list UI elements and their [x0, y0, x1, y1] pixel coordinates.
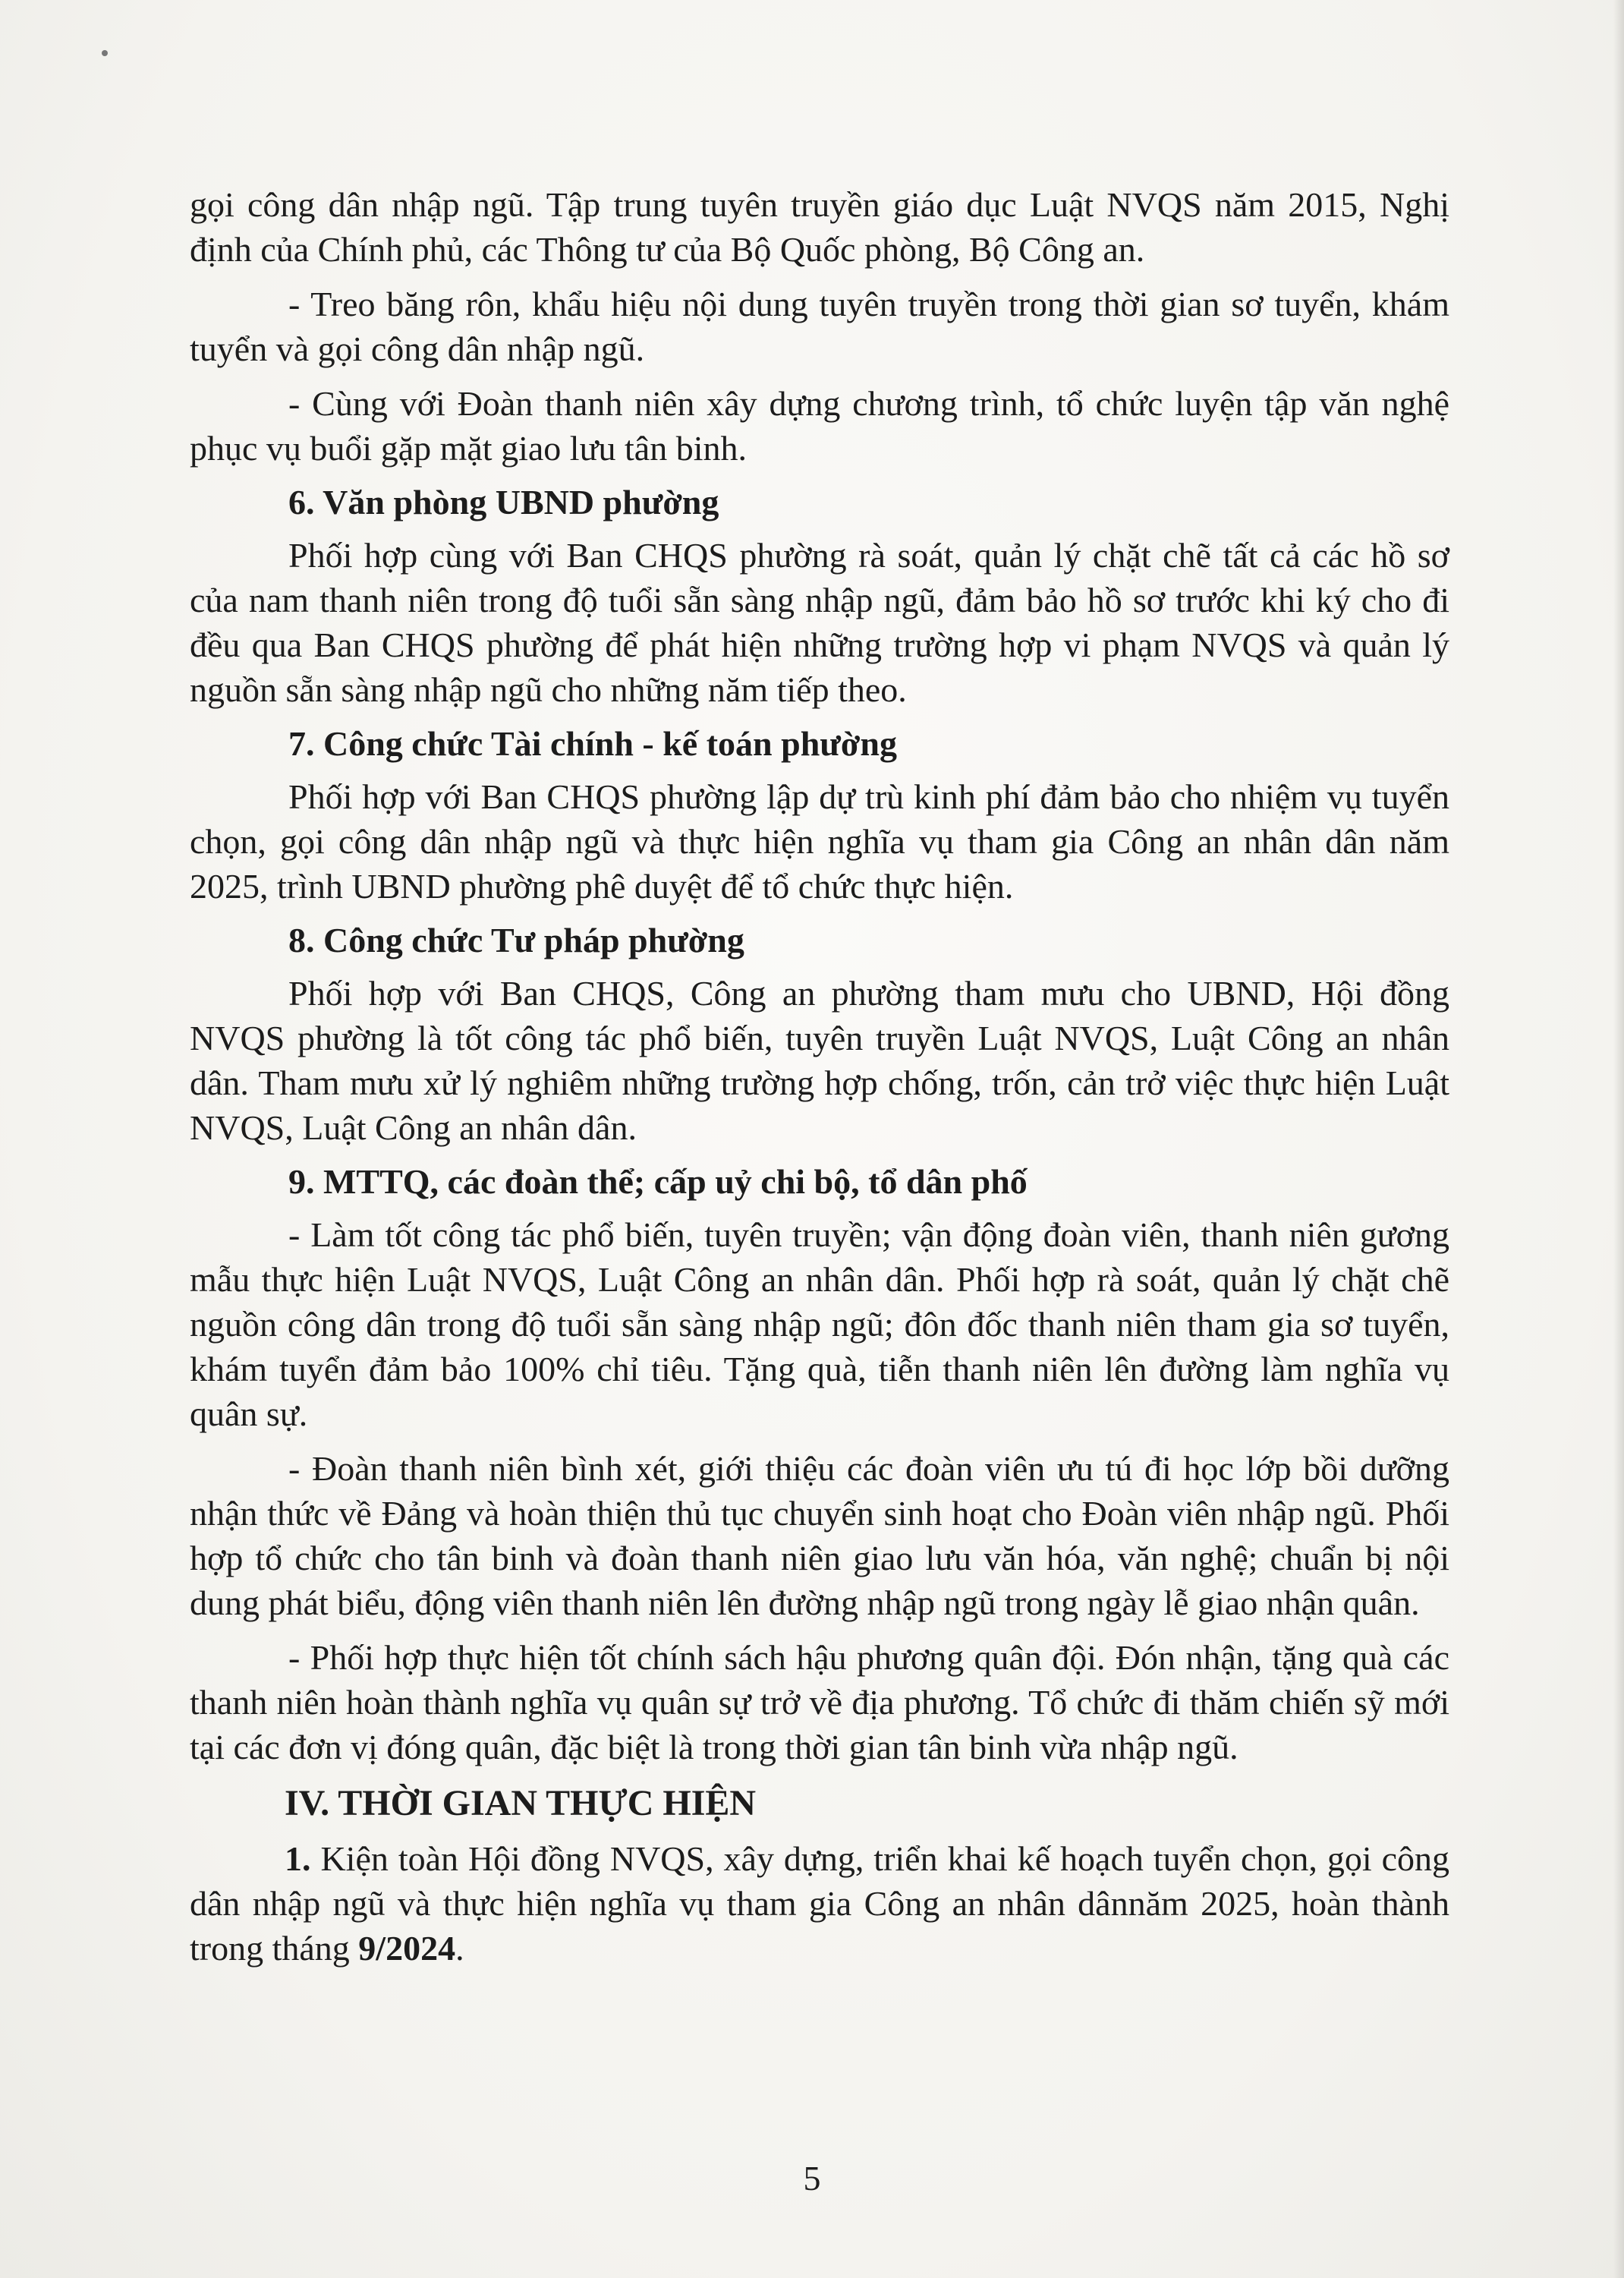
section-6-text: Phối hợp cùng với Ban CHQS phường rà soát, quản lý chặt chẽ tất cả các hồ sơ của nam thanh niên trong độ tuổi sẵn sàng nhập ngũ, đảm bảo hồ sơ trước khi ký cho đi đều qua Ban CHQS phường để phát hiện những trường hợp vi phạm NVQS và quản lý nguồn sẵn sàng nhập ngũ cho những năm tiếp theo.: [190, 536, 1449, 709]
section-8-text: Phối hợp với Ban CHQS, Công an phường tham mưu cho UBND, Hội đồng NVQS phường là tốt công tác phổ biến, tuyên truyền Luật NVQS, Luật Công an nhân dân. Tham mưu xử lý nghiêm những trường hợp chống, trốn, cản trở việc thực hiện Luật NVQS, Luật Công an nhân dân.: [190, 974, 1449, 1147]
page-edge-shadow: [1613, 0, 1624, 2278]
document-body: [190, 182, 1449, 1971]
part-4-item-1-text: Kiện toàn Hội đồng NVQS, xây dựng, triển khai kế hoạch tuyển chọn, gọi công dân nhập ngũ và thực hiện nghĩa vụ tham gia Công an nhân dânnăm 2025, hoàn thành trong tháng: [190, 1839, 1449, 1968]
section-7-text: Phối hợp với Ban CHQS phường lập dự trù kinh phí đảm bảo cho nhiệm vụ tuyển chọn, gọi công dân nhập ngũ và thực hiện nghĩa vụ tham gia Công an nhân dân năm 2025, trình UBND phường phê duyệt để tổ chức thực hiện.: [190, 777, 1449, 906]
part-4-item-1-end: .: [455, 1929, 464, 1968]
section-9-heading: 9. MTTQ, các đoàn thể; cấp uỷ chi bộ, tổ dân phố: [288, 1162, 1028, 1201]
section-8-heading: 8. Công chức Tư pháp phường: [288, 921, 744, 959]
page-number: 5: [803, 2159, 821, 2198]
section-9-item: - Phối hợp thực hiện tốt chính sách hậu phương quân đội. Đón nhận, tặng quà các thanh niên hoàn thành nghĩa vụ quân sự trở về địa phương. Tổ chức đi thăm chiến sỹ mới tại các đơn vị đóng quân, đặc biệt là trong thời gian tân binh vừa nhập ngũ.: [190, 1638, 1449, 1766]
paragraph-bullet-banners: - Treo băng rôn, khẩu hiệu nội dung tuyên truyền trong thời gian sơ tuyển, khám tuyển và gọi công dân nhập ngũ.: [190, 285, 1449, 368]
part-4-heading: IV. THỜI GIAN THỰC HIỆN: [285, 1783, 757, 1823]
part-4-item-1-deadline: 9/2024: [358, 1929, 456, 1968]
paragraph-continuation: gọi công dân nhập ngũ. Tập trung tuyên truyền giáo dục Luật NVQS năm 2015, Nghị định của Chính phủ, các Thông tư của Bộ Quốc phòng, Bộ Công an.: [190, 185, 1449, 269]
section-6-heading: 6. Văn phòng UBND phường: [288, 483, 719, 521]
section-9-item: - Làm tốt công tác phổ biến, tuyên truyền; vận động đoàn viên, thanh niên gương mẫu thực hiện Luật NVQS, Luật Công an nhân dân. Phối hợp rà soát, quản lý chặt chẽ nguồn công dân trong độ tuổi sẵn sàng nhập ngũ; đôn đốc thanh niên tham gia sơ tuyển, khám tuyển đảm bảo 100% chỉ tiêu. Tặng quà, tiễn thanh niên lên đường làm nghĩa vụ quân sự.: [190, 1215, 1449, 1433]
section-7-heading: 7. Công chức Tài chính - kế toán phường: [288, 724, 897, 763]
part-4-item-1: [190, 1836, 1449, 1971]
paragraph-bullet-youth-union: - Cùng với Đoàn thanh niên xây dựng chương trình, tổ chức luyện tập văn nghệ phục vụ buổi gặp mặt giao lưu tân binh.: [190, 384, 1449, 468]
section-9-item: - Đoàn thanh niên bình xét, giới thiệu các đoàn viên ưu tú đi học lớp bồi dưỡng nhận thức về Đảng và hoàn thiện thủ tục chuyển sinh hoạt cho Đoàn viên nhập ngũ. Phối hợp tổ chức cho tân binh và đoàn thanh niên giao lưu văn hóa, văn nghệ; chuẩn bị nội dung phát biểu, động viên thanh niên lên đường nhập ngũ trong ngày lễ giao nhận quân.: [190, 1449, 1449, 1622]
scan-speck: [102, 50, 108, 56]
part-4-item-1-number: 1.: [285, 1839, 311, 1878]
